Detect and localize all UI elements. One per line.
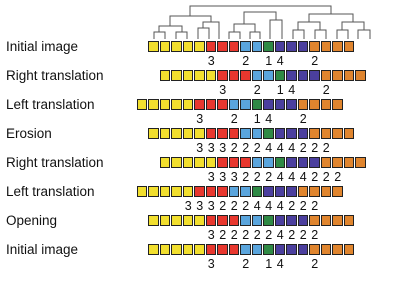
- pixel-cell: [286, 215, 297, 226]
- pixel-cell: [263, 215, 274, 226]
- run-length-number: 3: [207, 257, 215, 271]
- pixel-cell: [321, 186, 332, 197]
- dendrogram: [0, 0, 396, 40]
- run-length-number: 2: [322, 141, 330, 155]
- run-length-number: 2: [230, 141, 238, 155]
- pixel-cell: [286, 70, 297, 81]
- pixel-cell: [321, 244, 332, 255]
- pixel-cell: [252, 99, 263, 110]
- pixel-cell: [183, 70, 194, 81]
- pixel-cell: [321, 128, 332, 139]
- pixel-cell: [194, 41, 205, 52]
- pixel-cell: [240, 70, 251, 81]
- pixel-cell: [321, 157, 332, 168]
- run-length-number: 2: [334, 170, 342, 184]
- pixel-cell: [217, 215, 228, 226]
- pixel-cell: [240, 41, 251, 52]
- pixel-cell: [206, 99, 217, 110]
- pixel-cell: [252, 157, 263, 168]
- dendrogram-link: [229, 32, 240, 39]
- dendrogram-link: [198, 28, 209, 39]
- run-length-number: 3: [196, 199, 204, 213]
- pixel-cell: [344, 244, 355, 255]
- pixel-cell: [160, 41, 171, 52]
- run-length-number: 4: [265, 112, 273, 126]
- run-length-number: 3: [207, 54, 215, 68]
- pixel-cell: [217, 41, 228, 52]
- run-length-number: 2: [253, 170, 261, 184]
- dendrogram-link: [159, 26, 182, 32]
- pixel-cell: [263, 128, 274, 139]
- pixel-cell: [229, 99, 240, 110]
- pixel-cell: [298, 70, 309, 81]
- pixel-cell: [332, 99, 343, 110]
- pixel-cell: [332, 41, 343, 52]
- run-length-number: 4: [288, 83, 296, 97]
- dendrogram-link: [309, 14, 353, 22]
- pixel-cell: [206, 244, 217, 255]
- pixel-cell: [286, 244, 297, 255]
- run-length-number: 2: [322, 170, 330, 184]
- pixel-cell: [217, 128, 228, 139]
- pixel-cell: [298, 41, 309, 52]
- pixel-cell: [275, 157, 286, 168]
- pixel-cell: [298, 157, 309, 168]
- pixel-cell: [332, 244, 343, 255]
- pixel-cell: [252, 244, 263, 255]
- pixel-cell: [137, 99, 148, 110]
- run-length-number: 3: [219, 83, 227, 97]
- pixel-cell: [275, 215, 286, 226]
- run-length-number: 4: [276, 170, 284, 184]
- pixel-cell: [160, 99, 171, 110]
- row-label: Erosion: [6, 126, 52, 141]
- run-length-number: 2: [253, 83, 261, 97]
- pixel-cell: [194, 215, 205, 226]
- run-length-number: 2: [311, 141, 319, 155]
- pixel-cell: [344, 215, 355, 226]
- pixel-cell: [263, 41, 274, 52]
- run-length-number: 2: [253, 141, 261, 155]
- run-length-number: 2: [242, 257, 250, 271]
- pixel-cell: [148, 128, 159, 139]
- pixel-cell: [160, 157, 171, 168]
- run-length-number: 3: [219, 170, 227, 184]
- pixel-cell: [240, 215, 251, 226]
- pixel-cell: [252, 128, 263, 139]
- pixel-cell: [240, 186, 251, 197]
- pixel-cell: [206, 128, 217, 139]
- dendrogram-link: [176, 32, 187, 39]
- run-length-number: 2: [265, 170, 273, 184]
- run-length-number: 2: [299, 112, 307, 126]
- run-length-number: 2: [253, 228, 261, 242]
- dendrogram-link: [342, 22, 364, 30]
- pixel-cell: [148, 215, 159, 226]
- pixel-cell: [160, 186, 171, 197]
- pixel-cell: [263, 99, 274, 110]
- pixel-cell: [263, 70, 274, 81]
- row-label: Right translation: [6, 68, 104, 83]
- pixel-cell: [194, 186, 205, 197]
- run-length-number: 2: [311, 199, 319, 213]
- run-length-number: 4: [288, 170, 296, 184]
- pixel-cell: [344, 157, 355, 168]
- pixel-cell: [309, 41, 320, 52]
- pixel-cell: [286, 99, 297, 110]
- pixel-cell: [286, 41, 297, 52]
- pixel-cell: [171, 99, 182, 110]
- pixel-cell: [263, 157, 274, 168]
- pixel-cell: [171, 128, 182, 139]
- pixel-cell: [275, 244, 286, 255]
- run-length-number: 3: [196, 141, 204, 155]
- pixel-cell: [229, 244, 240, 255]
- pixel-cell: [286, 157, 297, 168]
- row-label: Right translation: [6, 155, 104, 170]
- pixel-cell: [275, 128, 286, 139]
- pixel-cell: [194, 70, 205, 81]
- pixel-cell: [217, 157, 228, 168]
- run-length-number: 2: [299, 228, 307, 242]
- row-label: Left translation: [6, 184, 95, 199]
- pixel-cell: [171, 186, 182, 197]
- row-label: Initial image: [6, 242, 79, 257]
- pixel-cell: [332, 186, 343, 197]
- pixel-cell: [355, 70, 366, 81]
- run-length-number: 4: [265, 141, 273, 155]
- run-length-number: 2: [299, 141, 307, 155]
- pixel-cell: [309, 244, 320, 255]
- pixel-cell: [332, 70, 343, 81]
- run-length-number: 2: [311, 257, 319, 271]
- row-label: Left translation: [6, 97, 95, 112]
- run-length-number: 2: [242, 170, 250, 184]
- pixel-cell: [183, 99, 194, 110]
- pixel-cell: [275, 99, 286, 110]
- pixel-cell: [160, 215, 171, 226]
- run-length-number: 3: [207, 228, 215, 242]
- dendrogram-link: [250, 32, 260, 39]
- run-length-number: 2: [242, 54, 250, 68]
- dendrogram-link: [154, 32, 165, 39]
- pixel-cell: [217, 70, 228, 81]
- run-length-number: 2: [219, 199, 227, 213]
- pixel-cell: [309, 215, 320, 226]
- pixel-cell: [217, 99, 228, 110]
- pixel-cell: [194, 99, 205, 110]
- pixel-cell: [171, 244, 182, 255]
- pixel-cell: [183, 215, 194, 226]
- pixel-cell: [309, 128, 320, 139]
- run-length-number: 3: [230, 170, 238, 184]
- pixel-cell: [309, 99, 320, 110]
- pixel-cell: [229, 128, 240, 139]
- pixel-cell: [298, 244, 309, 255]
- pixel-cell: [252, 41, 263, 52]
- pixel-cell: [252, 70, 263, 81]
- pixel-cell: [263, 186, 274, 197]
- pixel-cell: [217, 186, 228, 197]
- dendrogram-link: [298, 22, 320, 30]
- pixel-cell: [183, 41, 194, 52]
- pixel-cell: [183, 157, 194, 168]
- pixel-cell: [286, 186, 297, 197]
- pixel-cell: [171, 70, 182, 81]
- run-length-number: 2: [311, 170, 319, 184]
- pixel-cell: [298, 186, 309, 197]
- run-length-number: 2: [299, 199, 307, 213]
- run-length-number: 2: [242, 141, 250, 155]
- pixel-cell: [217, 244, 228, 255]
- pixel-cell: [229, 157, 240, 168]
- pixel-cell: [148, 186, 159, 197]
- pixel-cell: [344, 41, 355, 52]
- pixel-cell: [321, 70, 332, 81]
- row-label: Initial image: [6, 39, 79, 54]
- run-length-number: 2: [265, 228, 273, 242]
- run-length-number: 2: [242, 228, 250, 242]
- pixel-cell: [183, 244, 194, 255]
- run-length-number: 4: [288, 141, 296, 155]
- pixel-cell: [206, 157, 217, 168]
- run-length-number: 2: [322, 83, 330, 97]
- pixel-cell: [229, 70, 240, 81]
- pixel-cell: [298, 128, 309, 139]
- run-length-number: 3: [207, 141, 215, 155]
- pixel-cell: [309, 70, 320, 81]
- run-length-number: 3: [207, 170, 215, 184]
- pixel-cell: [229, 186, 240, 197]
- pixel-cell: [332, 128, 343, 139]
- run-length-number: 3: [196, 112, 204, 126]
- pixel-cell: [183, 128, 194, 139]
- run-length-number: 2: [230, 199, 238, 213]
- pixel-cell: [252, 186, 263, 197]
- pixel-cell: [171, 41, 182, 52]
- pixel-cell: [160, 70, 171, 81]
- pixel-cell: [286, 128, 297, 139]
- run-length-number: 1: [265, 257, 273, 271]
- pixel-cell: [298, 215, 309, 226]
- run-length-number: 4: [276, 257, 284, 271]
- pixel-cell: [309, 157, 320, 168]
- pixel-cell: [206, 186, 217, 197]
- run-length-number: 3: [207, 199, 215, 213]
- pixel-cell: [160, 128, 171, 139]
- pixel-cell: [275, 70, 286, 81]
- run-length-number: 2: [230, 228, 238, 242]
- pixel-cell: [332, 215, 343, 226]
- pixel-cell: [206, 70, 217, 81]
- pixel-cell: [148, 99, 159, 110]
- run-length-number: 4: [265, 199, 273, 213]
- dendrogram-link: [293, 30, 304, 39]
- pixel-cell: [275, 41, 286, 52]
- dendrogram-link: [270, 20, 282, 39]
- pixel-cell: [240, 128, 251, 139]
- pixel-cell: [321, 41, 332, 52]
- pixel-cell: [148, 244, 159, 255]
- run-length-number: 2: [311, 54, 319, 68]
- dendrogram-link: [337, 30, 348, 39]
- run-length-number: 4: [276, 141, 284, 155]
- row-label: Opening: [6, 213, 58, 228]
- pixel-cell: [332, 157, 343, 168]
- run-length-number: 2: [311, 228, 319, 242]
- run-length-number: 3: [184, 199, 192, 213]
- pixel-cell: [240, 157, 251, 168]
- pixel-cell: [194, 128, 205, 139]
- pixel-cell: [321, 99, 332, 110]
- pixel-cell: [240, 244, 251, 255]
- run-length-number: 4: [299, 170, 307, 184]
- dendrogram-link: [203, 22, 219, 39]
- run-length-number: 1: [253, 112, 261, 126]
- dendrogram-link: [315, 30, 326, 39]
- pixel-cell: [344, 128, 355, 139]
- pixel-cell: [344, 70, 355, 81]
- pixel-cell: [206, 215, 217, 226]
- pixel-cell: [229, 215, 240, 226]
- pixel-cell: [309, 186, 320, 197]
- run-length-number: 4: [253, 199, 261, 213]
- run-length-number: 4: [276, 228, 284, 242]
- pixel-cell: [252, 215, 263, 226]
- dendrogram-link: [358, 30, 370, 39]
- run-length-number: 2: [288, 228, 296, 242]
- run-length-number: 2: [230, 112, 238, 126]
- pixel-cell: [194, 157, 205, 168]
- run-length-number: 2: [242, 199, 250, 213]
- dendrogram-link: [244, 12, 276, 20]
- run-length-number: 1: [265, 54, 273, 68]
- dendrogram-link: [234, 24, 255, 32]
- pixel-cell: [171, 215, 182, 226]
- pixel-cell: [229, 41, 240, 52]
- pixel-cell: [137, 186, 148, 197]
- pixel-cell: [263, 244, 274, 255]
- run-length-number: 3: [219, 141, 227, 155]
- run-length-number: 2: [219, 228, 227, 242]
- pixel-cell: [355, 157, 366, 168]
- run-length-number: 2: [288, 199, 296, 213]
- pixel-cell: [275, 186, 286, 197]
- pixel-cell: [194, 244, 205, 255]
- pixel-cell: [206, 41, 217, 52]
- run-length-number: 4: [276, 54, 284, 68]
- pixel-cell: [183, 186, 194, 197]
- pixel-cell: [148, 41, 159, 52]
- pixel-cell: [240, 99, 251, 110]
- run-length-number: 4: [276, 199, 284, 213]
- pixel-cell: [298, 99, 309, 110]
- pixel-cell: [171, 157, 182, 168]
- pixel-cell: [160, 244, 171, 255]
- run-length-number: 1: [276, 83, 284, 97]
- dendrogram-link: [170, 16, 211, 26]
- pixel-cell: [321, 215, 332, 226]
